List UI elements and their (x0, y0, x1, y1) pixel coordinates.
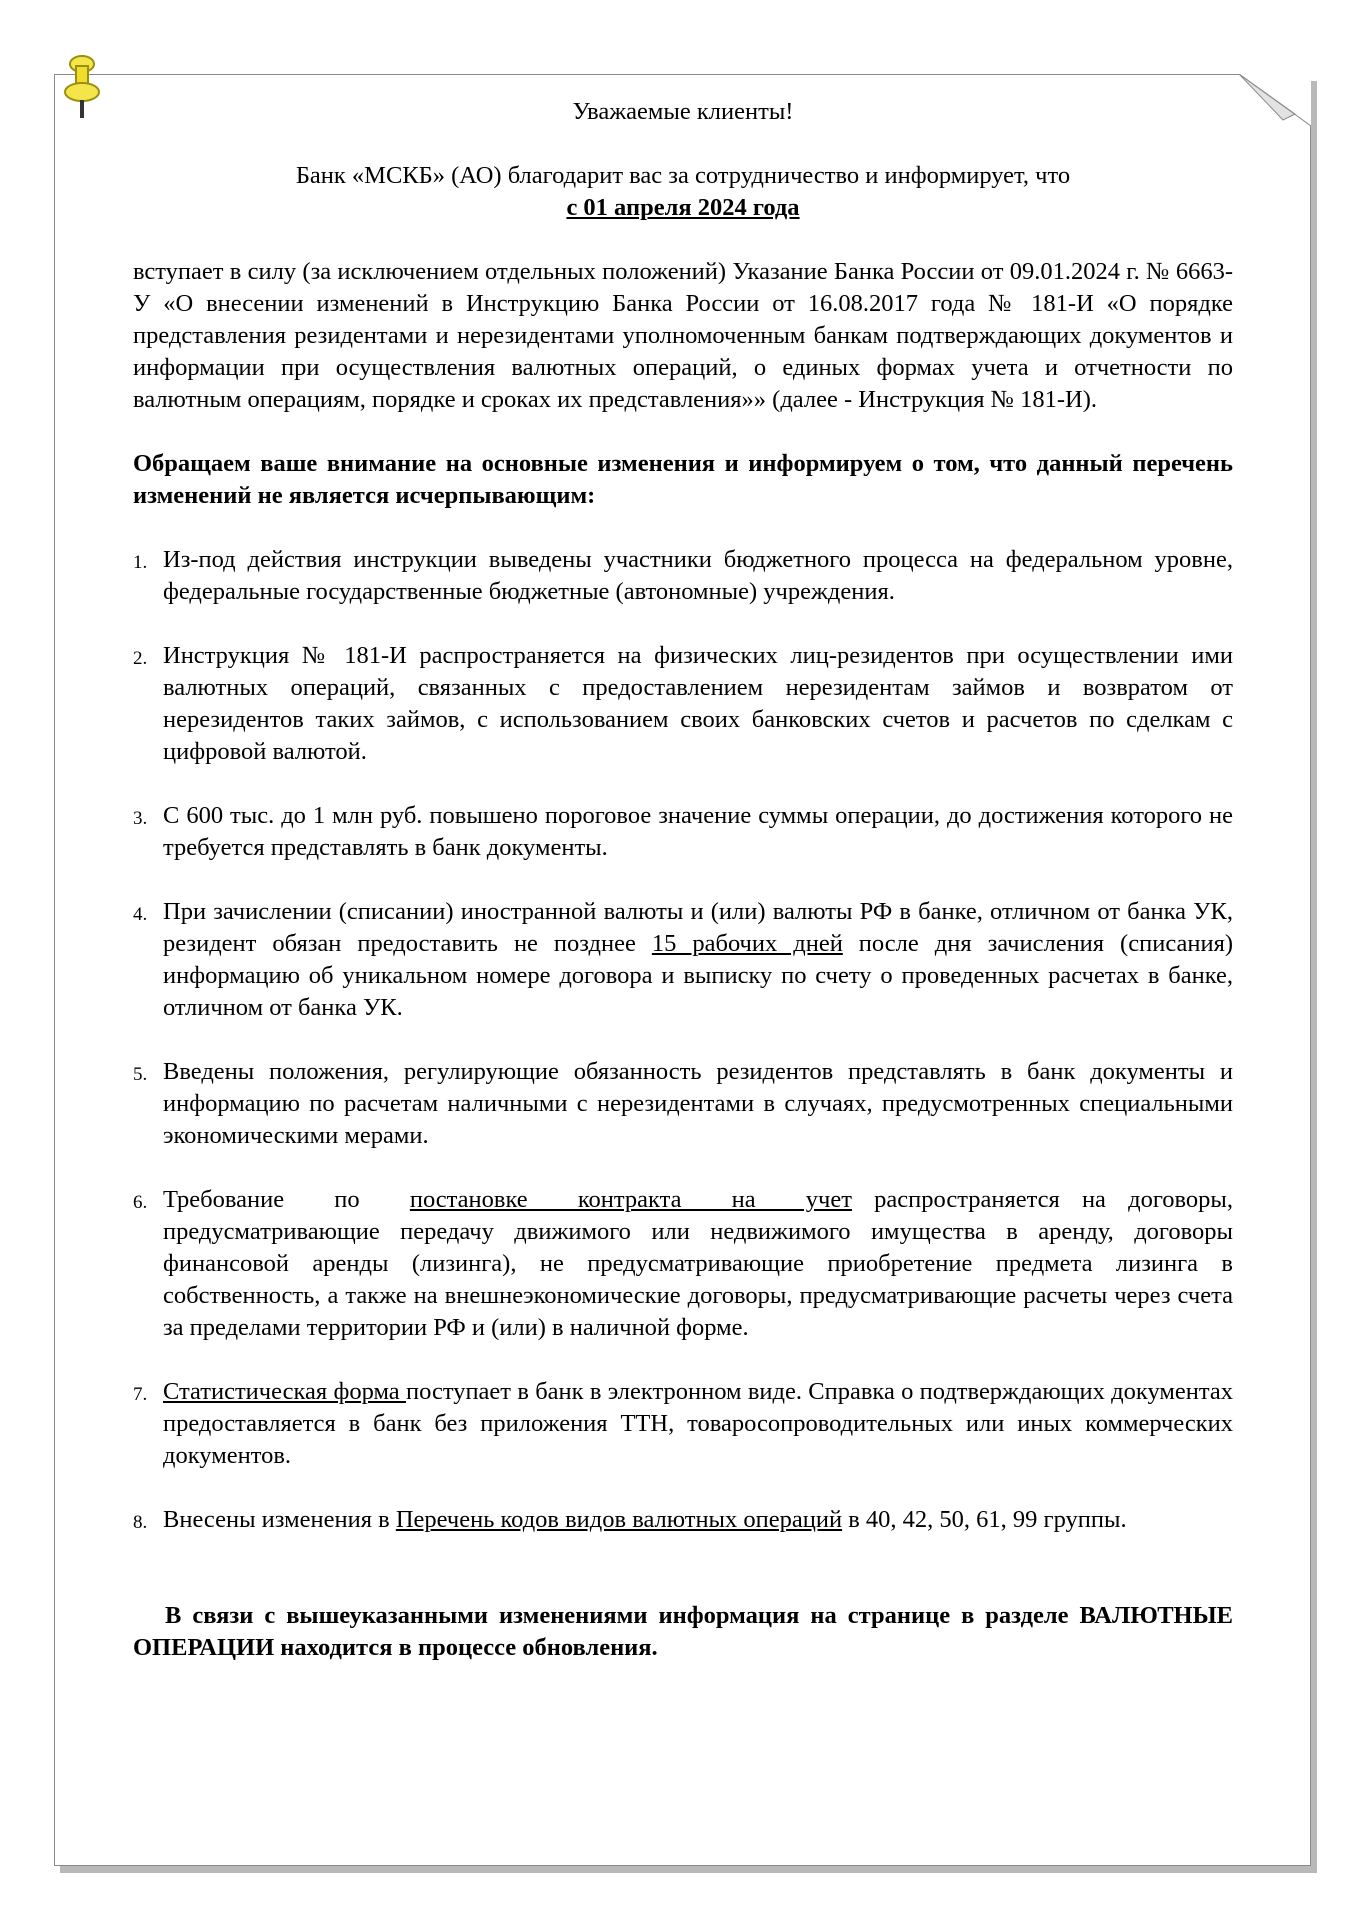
list-item-number: 7. (133, 1384, 148, 1405)
closing-bold: В связи с вышеуказанными изменениями информация на странице в разделе ВАЛЮТНЫЕ ОПЕРАЦИИ находится в процессе обновления. (133, 1602, 1233, 1661)
attention-text (133, 448, 1233, 512)
list-item (133, 1184, 1233, 1344)
list-item-text-before: Внесены изменения в (163, 1506, 396, 1533)
link-contract-registration[interactable]: постановке контракта на учет (409, 1186, 852, 1213)
greeting: Уважаемые клиенты! (572, 98, 794, 125)
changes-list (133, 544, 1233, 1536)
list-item (133, 640, 1233, 768)
list-item-text: Из-под действия инструкции выведены участники бюджетного процесса на федеральном уровне, федеральные государственные бюджетные (автономные) учреждения. (163, 546, 1233, 605)
attention-bold: Обращаем ваше внимание на основные изменения и информируем о том, что данный перечень изменений не является исчерпывающим: (133, 450, 1233, 509)
list-item-number: 2. (133, 648, 148, 669)
document-content (133, 96, 1233, 1664)
link-statistical-form[interactable]: Статистическая форма (163, 1378, 406, 1405)
list-item-text-before: При зачислении (списании) иностранной валюты и (или) валюты РФ в банке, отличном от банка УК, резидент обязан предоставить не позднее (163, 898, 1233, 957)
list-item (133, 1376, 1233, 1472)
list-item (133, 800, 1233, 864)
list-item-number: 6. (133, 1192, 148, 1213)
page-curl-corner (1239, 74, 1311, 126)
list-item-text-before: Требование по (163, 1186, 410, 1213)
pushpin-icon (60, 52, 104, 122)
effective-date: с 01 апреля 2024 года (566, 194, 800, 221)
list-item-text: С 600 тыс. до 1 млн руб. повышено пороговое значение суммы операции, до достижения которого не требуется представлять в банк документы. (163, 802, 1233, 861)
list-item-number: 3. (133, 808, 148, 829)
link-15-working-days[interactable]: 15 рабочих дней (651, 930, 843, 957)
list-item-text-after: после дня зачисления (списания) информацию об уникальном номере договора и выписку по счету о проведенных расчетах в банке, отличном от банка УК. (163, 930, 1234, 1021)
list-item-number: 8. (133, 1512, 148, 1533)
list-item-number: 5. (133, 1064, 148, 1085)
intro-line: Банк «МСКБ» (АО) благодарит вас за сотрудничество и информирует, что (295, 162, 1071, 189)
list-item (133, 1056, 1233, 1152)
list-item-text: Введены положения, регулирующие обязанность резидентов представлять в банк документы и информацию по расчетам наличными с нерезидентами в случаях, предусмотренных специальными экономическими мерами. (163, 1058, 1233, 1149)
link-currency-operation-codes[interactable]: Перечень кодов видов валютных операций (395, 1506, 843, 1533)
list-item (133, 544, 1233, 608)
list-item-number: 4. (133, 904, 148, 925)
list-item-text: Инструкция № 181-И распространяется на физических лиц-резидентов при осуществлении ими валютных операций, связанных с предоставлением нерезидентам займов и возвратом от нерезидентов таких займов, с использованием своих банковских счетов и расчетов по сделкам с цифровой валютой. (163, 642, 1233, 765)
list-item-text-after: распространяется на договоры, предусматривающие передачу движимого или недвижимого имущества в аренду, договоры финансовой аренды (лизинга), не предусматривающие приобретение предмета лизинга в собственность, а также на внешнеэкономические договоры, предусматривающие расчеты через счета за пределами территории РФ и (или) в наличной форме. (163, 1186, 1234, 1341)
list-item-number: 1. (133, 552, 148, 573)
list-item (133, 896, 1233, 1024)
list-item-text-after: поступает в банк в электронном виде. Справка о подтверждающих документах предоставляется в банк без приложения ТТН, товаросопроводительных или иных коммерческих документов. (163, 1378, 1233, 1469)
list-item (133, 1504, 1233, 1536)
closing-paragraph (133, 1600, 1233, 1664)
main-paragraph: вступает в силу (за исключением отдельных положений) Указание Банка России от 09.01.2024 г. № 6663-У «О внесении изменений в Инструкцию Банка России от 16.08.2017 года № 181-И «О порядке представления резидентами и нерезидентами уполномоченным банкам подтверждающих документов и информации при осуществления валютных операций, о единых формах учета и отчетности по валютным операциям, порядке и сроках их представления»» (далее - Инструкция № 181-И). (133, 258, 1233, 413)
list-item-text-after: в 40, 42, 50, 61, 99 группы. (842, 1506, 1127, 1533)
